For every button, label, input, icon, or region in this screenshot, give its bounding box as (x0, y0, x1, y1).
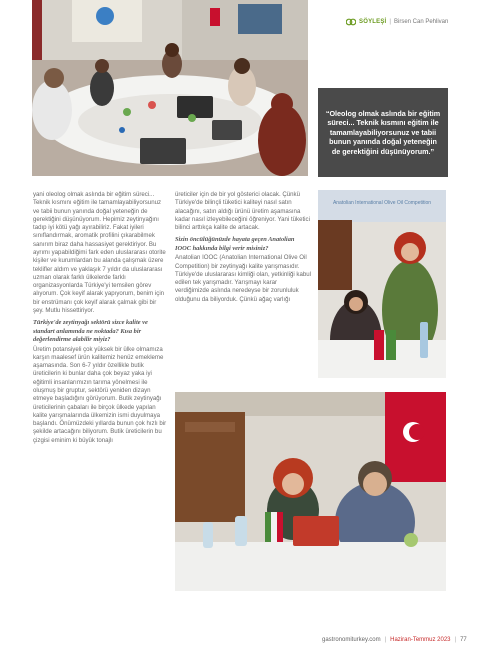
footer-separator: | (454, 637, 457, 643)
paragraph: Anatolian IOOC (Anatolian International Olive Oil Competition) bir zeytinyağı kalite yarışmasıdır. Türkiye'de uluslararası kimliği olan, yetkinliği kabul edilen tek yarışmadır. Yarışmayı karar verdiğimizde aslında neredeyse bir zorunluluk olduğunu da biliyorduk. Çünkü ağaç varlığı (175, 254, 311, 303)
footer-issue: Haziran-Temmuz 2023 (390, 637, 451, 643)
photo-speaker (318, 190, 446, 378)
section-tag (346, 16, 456, 28)
page-number: 77 (460, 637, 467, 643)
magazine-logo-icon (346, 18, 356, 26)
page-footer (322, 637, 467, 643)
interview-question: Türkiye'de zeytinyağı sektörü sizce kalite ve standart anlamında ne noktada? Kısa bir değerlendirme alabilir miyiz? (33, 319, 148, 344)
section-name: SÖYLEŞİ (359, 19, 387, 25)
article-column-left (33, 191, 167, 448)
banner-text: Anatolian International Olive Oil Competition (332, 200, 432, 206)
photo-tasting-panel (32, 0, 308, 176)
interview-question: Sizin öncülüğünüzde hayata geçen Anatolian IOOC hakkında bilgi verir misiniz? (175, 236, 295, 252)
pull-quote (318, 88, 448, 177)
footer-separator: | (384, 637, 387, 643)
photo-jury-table (175, 392, 446, 591)
paragraph: üreticiler için de bir yol gösterici olacak. Çünkü Türkiye'de bilinçli tüketici kaliteyi nasıl satın alacağını, satın aldığı ürünü üretim aşamasına kadar nasıl izleyebileceğini öğreniyor. Yani tüketici bilinci arttıkça kalite de artacak. (175, 191, 310, 232)
footer-website: gastronomiturkey.com (322, 637, 381, 643)
pull-quote-text: “Oleolog olmak aslında bir eğitim süreci... Teknik kısmını eğitim ile tamamlayabiliyorsunuz ve tabii bunun yanında doğal yeteneğin de gerektiğini düşünüyorum.” (325, 108, 441, 156)
article-column-middle (175, 191, 312, 307)
section-separator: | (389, 19, 391, 25)
author-name: Birsen Can Pehlivan (393, 19, 449, 25)
paragraph: yani oleolog olmak aslında bir eğitim süreci... Teknik kısmını eğitim ile tamamlayabiliyorsunuz ve tabii bunun yanında doğal yeteneğin de gerektiğini düşünüyorum. Hepimiz zeytinyağını tadıp iyi kötü yağı ayırabiliriz. Fakat iyileri sınıflandırmak, aromatik profilini çıkarabilmek sanırım biraz daha hassasiyet gerektiriyor. Bu ayrımı yapabildiğimi fark eden uluslararası otorite kişiler ve kurumlardan bu alanda çalışmak üzere teklifler aldım ve yaklaşık 7 yıldır da uluslararası uzman olarak farklı ülkelerde farklı organizasyonlarda Türkiye'yi temsilen görev alıyorum. Çok keyif alarak yapıyorum, benim için bir enstrümanı çok keyif alarak çalmak gibi bir şey. Mutlu hissettiriyor. (33, 191, 166, 314)
paragraph: Üretim potansiyeli çok yüksek bir ülke olmamıza karşın maalesef ürün kalitemiz henüz emekleme aşamasında. Son 6-7 yıldır özellikle butik üreticilerin ki bunlar daha çok beyaz yaka iyi eğitimli insanlarımızın tarıma yönelmesi ile oluşmuş bir gruptur, sektörü yeniden dizayn etmeye başladığını görüyorum. Butik zeytinyağı üreticilerinin çabaları ile birçok ülkede yapılan kalite yarışmalarında ülkemizin ismi duyulmaya başlandı. Önümüzdeki yıllarda bunun çok hızlı bir şekilde artacağını biliyorum. Butik üreticilerin bu çizgisi eminim ki büyük tonajlı (33, 345, 167, 444)
